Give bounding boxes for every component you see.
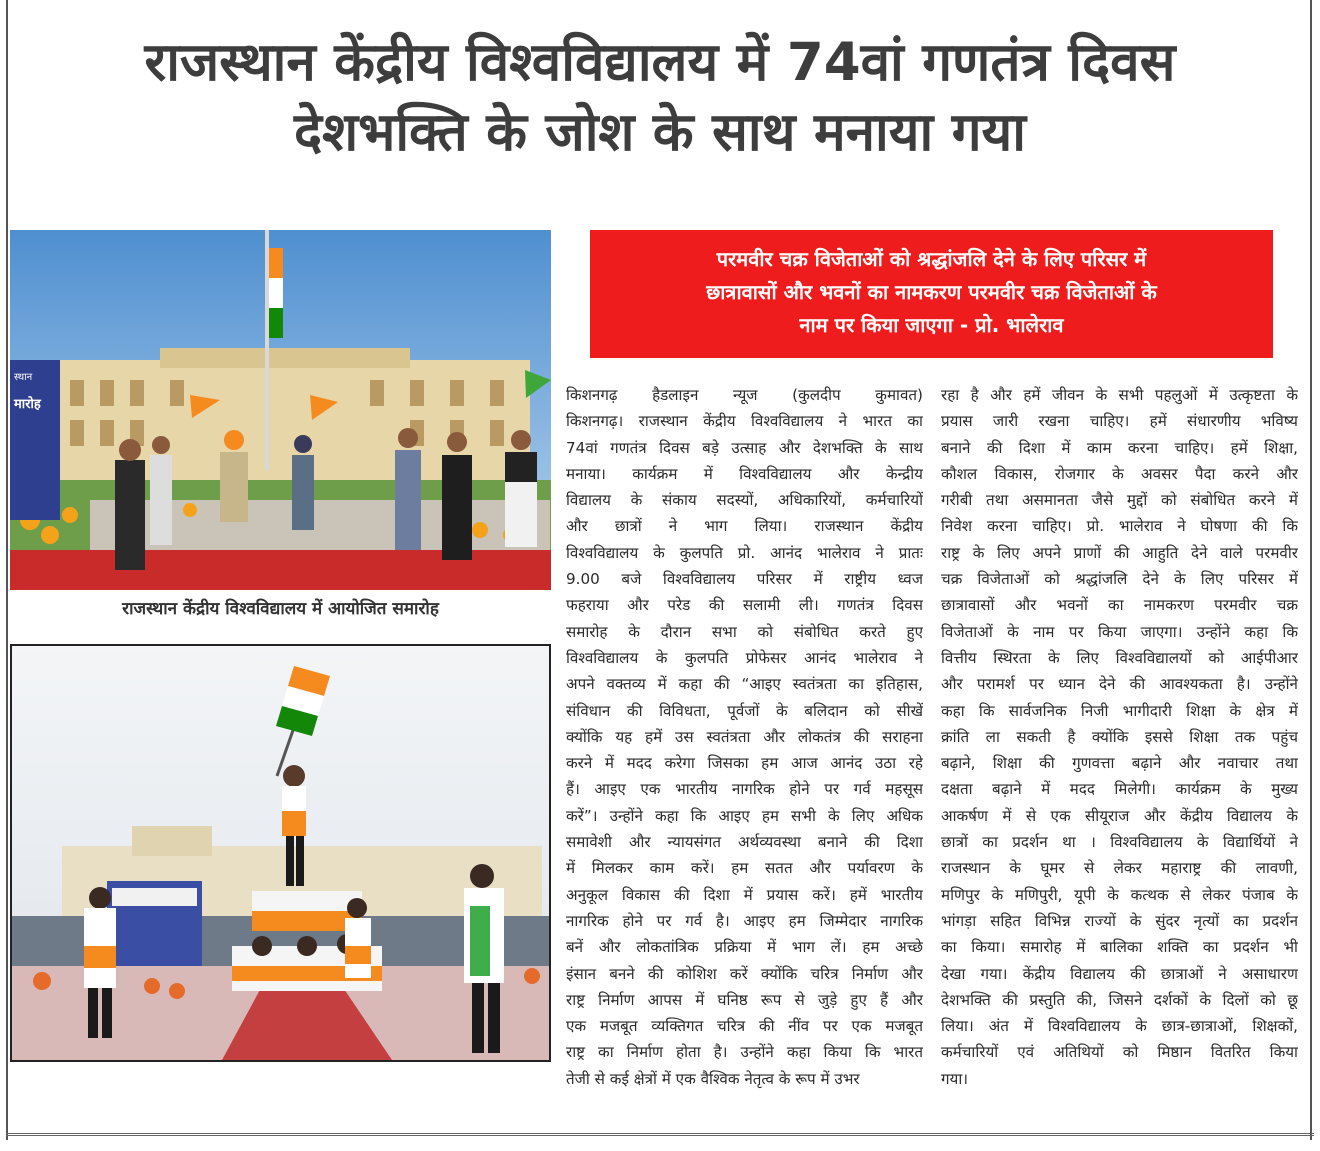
flag-hoisting-photo [10,230,551,590]
article-line: करें”। उन्होंने कहा कि आइए हम सभी के लिए अधिक [566,806,923,825]
article-line: बनें और लोकतांत्रिक प्रक्रिया में भाग लें। हम अच्छे [566,938,923,957]
article-line: आकर्षण में से एक सीयूराज और केंद्रीय विद्यालय के [941,806,1298,825]
article-line: में मिलकर काम करें। हम सतत और पर्यावरण के [566,859,923,878]
photo-caption: राजस्थान केंद्रीय विश्वविद्यालय में आयोजित समारोह [122,599,439,619]
article-line: संविधान की विविधता, पूर्वजों के बलिदान को सीखें [566,701,923,720]
bottom-rule [6,1133,1314,1136]
article-line: किशनगढ़। राजस्थान केंद्रीय विश्वविद्यालय ने भारत का [566,412,923,431]
article-line: विजेताओं के नाम पर किया जाएगा। उन्होंने कहा कि [941,622,1298,641]
article-line: प्रयास जारी रखना चाहिए। हमें संधारणीय भविष्य [941,412,1298,431]
banner-text-1: स्थान [14,372,33,383]
article-line: देशभक्ति की प्रस्तुति की, जिसने दर्शकों के दिलों को छू [941,990,1298,1009]
article-line: बनाने की दिशा में काम करना चाहिए। हमें शिक्षा, [941,438,1298,457]
article-line: कौशल विकास, रोजगार के अवसर पैदा करने और [941,464,1298,483]
article-line: क्रांति ला सकती है क्योंकि इससे शिक्षा तक पहुंच [941,727,1298,746]
article-line: राष्ट्र निर्माण आपस में घनिष्ठ रूप से जुड़े हुए हैं और [566,990,923,1009]
headline [20,28,1300,168]
article-line: छात्रावासों और भवनों का नामकरण परमवीर चक्र [941,596,1298,615]
article-line: मणिपुर के मणिपुरी, यूपी के कत्थक से लेकर पंजाब के [941,885,1298,904]
article-line: मनाया। कार्यक्रम में विश्वविद्यालय और केन्द्रीय [566,464,923,483]
callout-line-2: छात्रावासों और भवनों का नामकरण परमवीर चक्र विजेताओं के [706,280,1157,304]
article-line: हैं। आइए एक भारतीय नागरिक होने पर गर्व महसूस [566,780,923,799]
callout-line-1: परमवीर चक्र विजेताओं को श्रद्धांजलि देने के लिए परिसर में [716,247,1147,271]
headline-line-2: देशभक्ति के जोश के साथ मनाया गया [293,102,1027,163]
article-line: का किया। समारोह में बालिका शक्ति का प्रदर्शन भी [941,938,1298,957]
article-line: एक मजबूत व्यक्तिगत चरित्र की नींव पर एक मजबूत [566,1017,923,1036]
article-line: दक्षता बढ़ाने में मदद मिलेगी। कार्यक्रम के मुख्य [941,780,1298,799]
article-line: विद्यालय के संकाय सदस्यों, अधिकारियों, कर्मचारियों [566,491,923,510]
article-line: राजस्थान के घूमर से लेकर महाराष्ट्र की लावणी, [941,859,1298,878]
article-line: समारोह के दौरान सभा को संबोधित करते हुए [566,622,923,641]
article-line: अपने वक्तव्य में कहा की “आइए स्वतंत्रता का इतिहास, [566,675,923,694]
pyramid-performance-photo [10,644,551,1062]
article-column-2 [941,382,1298,1092]
article-line: क्योंकि यह हमें उस स्वतंत्रता और लोकतंत्र की सराहना [566,727,923,746]
article-line: किशनगढ़ हैडलाइन न्यूज (कुलदीप कुमावत) [566,386,923,404]
article-line: फहराया और परेड की सलामी ली। गणतंत्र दिवस [566,596,923,615]
article-line: देखा गया। केंद्रीय विद्यालय की छात्राओं ने असाधारण [941,964,1298,983]
article-line: अनुकूल विकास की दिशा में प्रयास करें। हमें भारतीय [566,885,923,904]
article-line: विश्वविद्यालय के कुलपति प्रोफेसर आनंद भालेराव ने [566,648,923,667]
article-line: और परामर्श पर ध्यान देने की आवश्यकता है। उन्होंने [941,675,1298,694]
article-line: कहा कि सार्वजनिक निजी भागीदारी शिक्षा के क्षेत्र में [941,701,1298,720]
article-line: इंसान बनने की कोशिश करें क्योंकि चरित्र निर्माण और [566,964,923,983]
article-line: समावेशी और न्यायसंगत अर्थव्यवस्था बनाने की दिशा [566,833,923,852]
article-line: गरीबी तथा असमानता जैसे मुद्दों को संबोधित करने में [941,491,1298,510]
article-line: और छात्रों ने भाग लिया। राजस्थान केंद्रीय [566,517,923,536]
article-line: बढ़ाने, शिक्षा की गुणवत्ता बढ़ाने और नवाचार तथा [941,754,1298,773]
article-line: चक्र विजेताओं को श्रद्धांजलि देने के लिए परिसर में [941,570,1298,589]
article-line: 9.00 बजे विश्वविद्यालय परिसर में राष्ट्रीय ध्वज [566,570,923,589]
article-line: नागरिक होने पर गर्व है। आइए हम जिम्मेदार नागरिक [566,911,923,930]
banner-text-2: मारोह [14,397,41,412]
article-line: विश्वविद्यालय के कुलपति प्रो. आनंद भालेराव ने प्रातः [566,543,923,562]
article-line: भांगड़ा सहित विभिन्न राज्यों के सुंदर नृत्यों का प्रदर्शन [941,911,1298,930]
article-line: छात्रों का प्रदर्शन था । विश्वविद्यालय के विद्यार्थियों ने [941,833,1298,852]
article-line: 74वां गणतंत्र दिवस बड़े उत्साह और देशभक्ति के साथ [566,438,923,457]
headline-line-1: राजस्थान केंद्रीय विश्वविद्यालय में 74वां गणतंत्र दिवस [144,32,1176,93]
article-line: लिया। अंत में विश्वविद्यालय के छात्र-छात्राओं, शिक्षकों, [941,1017,1298,1036]
article-line: कर्मचारियों एवं अतिथियों को मिष्ठान वितरित किया [941,1043,1298,1062]
article-line: तेजी से कई क्षेत्रों में एक वैश्विक नेतृत्व के रूप में उभर [566,1069,860,1088]
article-line: वित्तीय स्थिरता के लिए विश्वविद्यालयों को आईपीआर [941,648,1298,667]
article-line: करने में मदद करेगा जिसका हम आज आनंद उठा रहे [566,754,923,773]
callout-line-3: नाम पर किया जाएगा - प्रो. भालेराव [799,313,1064,337]
callout-box [590,230,1273,358]
article-line: राष्ट्र के लिए अपने प्राणों की आहुति देने वाले परमवीर [941,543,1298,562]
article-line: राष्ट्र का निर्माण होता है। उन्होंने कहा किया कि भारत [566,1043,923,1062]
article-line: गया। [941,1069,969,1088]
article-line: निवेश करना चाहिए। प्रो. भालेराव ने घोषणा की कि [941,517,1298,536]
article-line: रहा है और हमें जीवन के सभी पहलुओं में उत्कृष्टता के [941,386,1298,404]
article-column-1 [566,382,923,1092]
